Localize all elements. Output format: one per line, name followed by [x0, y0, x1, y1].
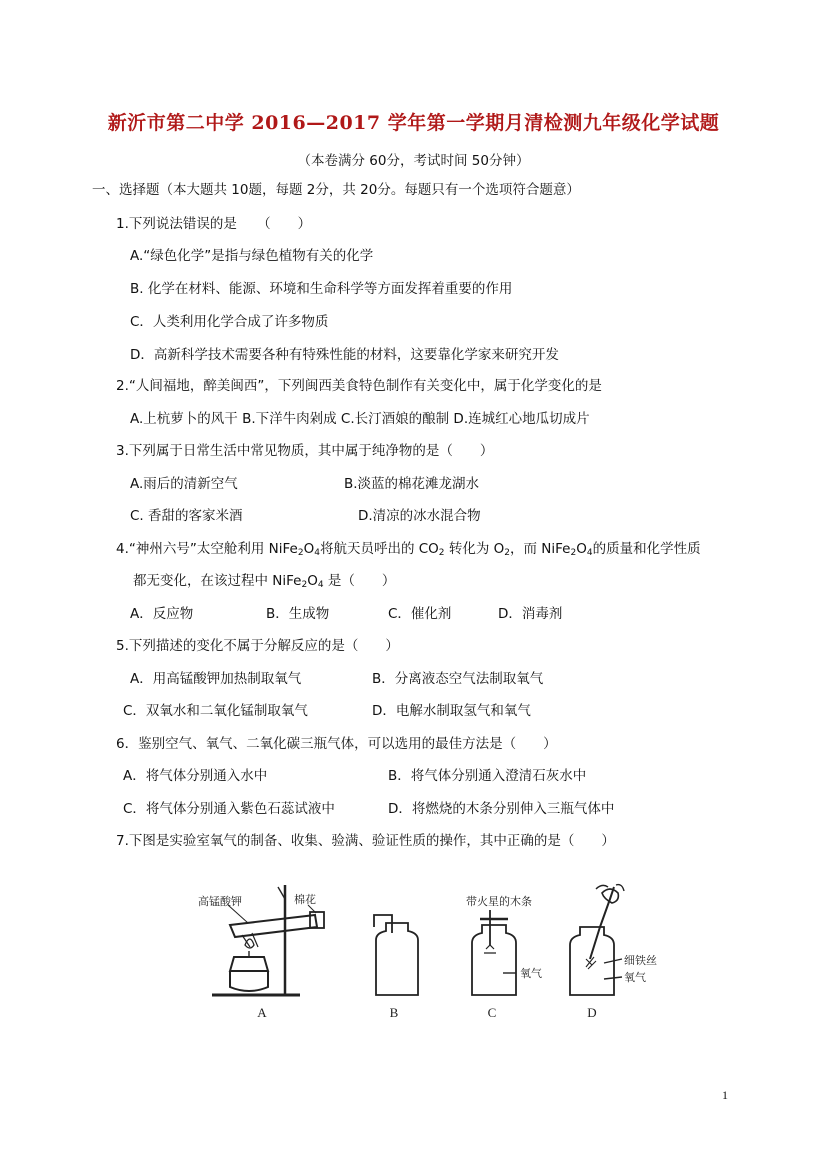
question-6-option-b: B．将气体分别通入澄清石灰水中 — [388, 768, 587, 784]
panel-letter-a: A — [257, 1005, 267, 1020]
q4-text: 都无变化，在该过程中 NiFe — [133, 573, 302, 589]
panel-d-apparatus — [570, 885, 624, 995]
label-cotton: 棉花 — [294, 894, 316, 906]
question-1-stem: 1.下列说法错误的是 （ ） — [116, 216, 312, 232]
q4-text: O — [307, 573, 318, 589]
q4-subscript: 2 — [301, 580, 308, 590]
question-1-option-a: A.“绿色化学”是指与绿色植物有关的化学 — [130, 248, 374, 264]
question-3-stem: 3.下列属于日常生活中常见物质，其中属于纯净物的是（ ） — [116, 443, 494, 459]
question-1-option-c: C．人类利用化学合成了许多物质 — [130, 314, 329, 330]
question-5-stem: 5.下列描述的变化不属于分解反应的是（ ） — [116, 638, 399, 654]
label-kmno4: 高锰酸钾 — [198, 896, 242, 908]
label-iron-wire: 细铁丝 — [624, 955, 657, 967]
panel-c-apparatus — [472, 910, 516, 995]
question-4-option-d: D．消毒剂 — [498, 606, 563, 622]
q4-text: ，而 NiFe — [509, 541, 571, 557]
question-3-option-d: D.清凉的冰水混合物 — [358, 508, 481, 524]
page-title: 新沂市第二中学 2016—2017 学年第一学期月清检测九年级化学试题 — [107, 112, 720, 134]
question-2-options: A.上杭萝卜的风干 B.下洋牛肉剁成 C.长汀酒娘的酿制 D.连城红心地瓜切成片 — [130, 411, 590, 427]
panel-b-apparatus — [374, 915, 418, 995]
panel-letter-d: D — [587, 1005, 597, 1020]
question-5-option-b: B．分离液态空气法制取氧气 — [372, 671, 544, 687]
question-3-option-c: C. 香甜的客家米酒 — [130, 508, 243, 524]
q4-subscript: 4 — [586, 548, 593, 558]
question-4-option-c: C．催化剂 — [388, 606, 452, 622]
page-number: 1 — [722, 1088, 728, 1102]
question-3-option-b: B.淡蓝的棉花滩龙湖水 — [344, 476, 480, 492]
question-6-stem: 6．鉴别空气、氧气、二氧化碳三瓶气体，可以选用的最佳方法是（ ） — [116, 736, 557, 752]
question-5-option-d: D．电解水制取氢气和氧气 — [372, 703, 531, 719]
question-7-stem: 7.下图是实验室氧气的制备、收集、验满、验证性质的操作，其中正确的是（ ） — [116, 833, 615, 849]
q4-subscript: 2 — [504, 548, 510, 558]
q4-text: 转化为 O — [444, 541, 505, 557]
question-4-stem-line-2 — [133, 571, 395, 595]
panel-letter-b: B — [389, 1005, 399, 1020]
panel-letter-c: C — [487, 1005, 497, 1020]
question-2-stem: 2.“人间福地，醉美闽西”，下列闽西美食特色制作有关变化中，属于化学变化的是 — [116, 378, 602, 394]
question-6-option-a: A．将气体分别通入水中 — [123, 768, 268, 784]
lab-apparatus-figure — [190, 875, 700, 1025]
question-4-option-b: B．生成物 — [266, 606, 330, 622]
q4-subscript: 2 — [570, 548, 577, 558]
q4-subscript: 4 — [314, 548, 320, 558]
page-subtitle: （本卷满分 60分，考试时间 50分钟） — [297, 153, 530, 169]
q4-text: 将航天员呼出的 CO — [319, 541, 439, 557]
question-5-option-c: C．双氧水和二氧化锰制取氧气 — [123, 703, 308, 719]
question-4-stem-line-1 — [116, 539, 701, 563]
question-6-option-d: D．将燃烧的木条分别伸入三瓶气体中 — [388, 801, 615, 817]
q4-text: 4.“神州六号”太空舱利用 NiFe — [116, 541, 298, 557]
question-6-option-c: C．将气体分别通入紫色石蕊试液中 — [123, 801, 335, 817]
q4-text: O — [303, 541, 315, 557]
q4-text: O — [576, 541, 587, 557]
section-heading: 一、选择题（本大题共 10题，每题 2分，共 20分。每题只有一个选项符合题意） — [92, 182, 580, 198]
q4-text: 的质量和化学性质 — [592, 541, 701, 557]
question-1-option-b: B. 化学在材料、能源、环境和生命科学等方面发挥着重要的作用 — [130, 281, 513, 297]
q4-text: 是（ ） — [323, 573, 396, 589]
q4-subscript: 2 — [438, 548, 445, 558]
label-oxygen-d: 氧气 — [624, 972, 646, 984]
question-1-option-d: D．高新科学技术需要各种有特殊性能的材料，这要靠化学家来研究开发 — [130, 347, 559, 363]
label-glowing-splint: 带火星的木条 — [466, 896, 532, 908]
question-4-option-a: A．反应物 — [130, 606, 194, 622]
q4-subscript: 4 — [317, 580, 324, 590]
question-5-option-a: A．用高锰酸钾加热制取氧气 — [130, 671, 302, 687]
q4-subscript: 2 — [297, 548, 304, 558]
question-3-option-a: A.雨后的清新空气 — [130, 476, 238, 492]
label-oxygen-c: 氧气 — [520, 968, 542, 980]
